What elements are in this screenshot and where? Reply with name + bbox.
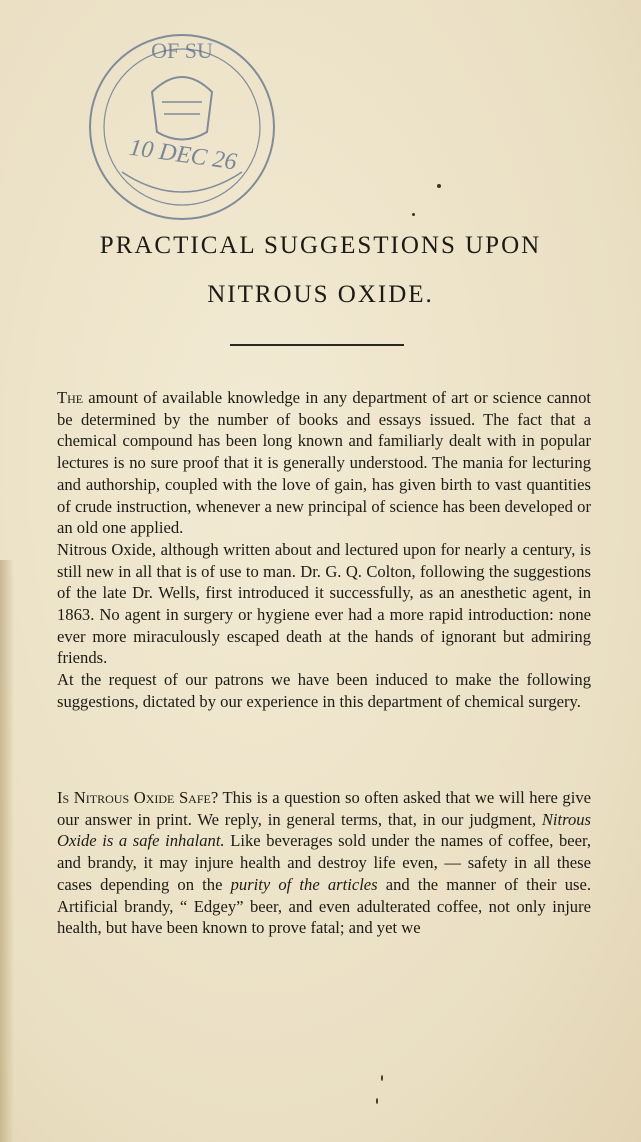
paragraph-4: [57, 787, 591, 939]
ink-speck: [412, 213, 415, 216]
paragraph-4-text-1: This is a question so often asked that we will here give our answer in print. We reply, in general terms, that, in our judgment,: [57, 788, 592, 829]
paragraph-3: At the request of our patrons we have been induced to make the following suggestions, dictated by our experience in this department of chemical surgery.: [57, 670, 591, 711]
paragraph-4-text-2: Like beverages sold under the names of coffee, beer, and brandy, it may injure health and destroy life even, — safety in all these cases depending on the: [57, 831, 591, 894]
paragraph-1: [57, 387, 591, 539]
ink-speck: [381, 1075, 383, 1081]
section-introduction: [57, 387, 591, 713]
paragraph-1-text: amount of available knowledge in any department of art or science cannot be determined by the number of books and essays issued. The fact that a chemical compound has been long known and familiarly dealt with in popular lectures is no sure proof that it is generally understood. The mania for lecturing and authorship, coupled with the love of gain, has given birth to vast quantities of crude instruction, whenever a new principal of science has been developed or an old one applied.: [57, 388, 591, 538]
stamp-text-top: OF SU: [151, 38, 213, 63]
stamp-date: 10 DEC 26: [127, 134, 239, 176]
page-edge-stain: [0, 560, 14, 1142]
library-stamp: [82, 22, 282, 232]
paragraph-2: Nitrous Oxide, although written about and lectured upon for nearly a century, is still new in all that is of use to man. Dr. G. Q. Colton, following the suggestions of the late Dr. Wells, first introduced it successfully, as an anesthetic agent, in 1863. No agent in surgery or hygiene ever had a more rapid introduction: none ever more miraculously escaped death at the hands of ignorant but admiring friends.: [57, 539, 591, 668]
ink-speck: [437, 184, 441, 188]
section-heading: Is Nitrous Oxide Safe?: [57, 788, 219, 807]
paragraph-1-lead: The: [57, 388, 84, 407]
paragraph-4-text-3: and the manner of their use. Artificial brandy, “ Edgey” beer, and even adulterated coffee, not only injure health, but have been known to prove fatal; and yet we: [57, 874, 591, 938]
paragraph-4-italic-2: purity of the articles: [230, 874, 378, 894]
paragraph-4-italic-1: Nitrous Oxide is a safe inhalant.: [57, 809, 591, 851]
page-title-line-1: PRACTICAL SUGGESTIONS UPON: [99, 232, 542, 259]
ink-speck: [376, 1098, 378, 1104]
page-title-line-2: NITROUS OXIDE.: [207, 281, 434, 308]
section-safety: [57, 787, 591, 939]
title-divider: [230, 344, 404, 346]
